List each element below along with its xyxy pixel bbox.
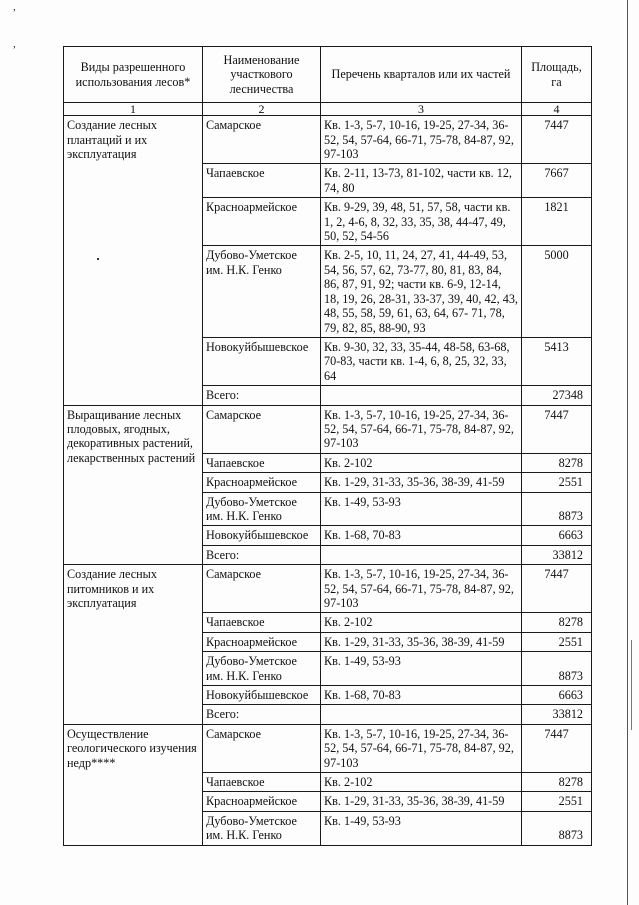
total-area: 27348 xyxy=(522,386,592,405)
forestry-cell: Новокуйбышевское xyxy=(203,337,321,385)
column-number-row xyxy=(64,103,592,116)
quarters-cell: Кв. 1-68, 70-83 xyxy=(321,526,522,545)
quarters-cell: Кв. 2-5, 10, 11, 24, 27, 41, 44-49, 53, 54, 56, 57, 62, 73-77, 80, 81, 83, 84, 86, 87, 91, 92; части кв. 6-9, 12-14, 18, 19, 26, 28-31, 33-37, 39, 40, 42, 43, 48, 55, 58, 59, 61, 63, 64, 67- 71, 78, 79, 82, 85, 88-90, 93 xyxy=(321,246,522,337)
area-cell: 2551 xyxy=(522,473,592,492)
table-row xyxy=(64,565,592,613)
forestry-cell: Чапаевское xyxy=(203,164,321,198)
forestry-cell: Красноармейское xyxy=(203,632,321,651)
quarters-cell: Кв. 1-68, 70-83 xyxy=(321,686,522,705)
forestry-cell: Чапаевское xyxy=(203,773,321,792)
quarters-cell: Кв. 1-29, 31-33, 35-36, 38-39, 41-59 xyxy=(321,473,522,492)
quarters-cell: Кв. 1-3, 5-7, 10-16, 19-25, 27-34, 36-52, 54, 57-64, 66-71, 75-78, 84-87, 92, 97-103 xyxy=(321,405,522,453)
total-label: Всего: xyxy=(203,545,321,564)
area-cell: 7447 xyxy=(522,116,592,164)
area-cell: 7447 xyxy=(522,405,592,453)
table-row xyxy=(64,116,592,164)
quarters-cell: Кв. 9-30, 32, 33, 35-44, 48-58, 63-68, 70-83, части кв. 1-4, 6, 8, 25, 32, 33, 64 xyxy=(321,337,522,385)
area-cell: 5413 xyxy=(522,337,592,385)
quarters-cell: Кв. 2-102 xyxy=(321,453,522,472)
quarters-cell: Кв. 9-29, 39, 48, 51, 57, 58, части кв. 1, 2, 4-6, 8, 32, 33, 35, 38, 44-47, 49, 50, 52, 54-56 xyxy=(321,198,522,246)
column-number: 4 xyxy=(522,103,592,116)
total-quarters-cell xyxy=(321,386,522,405)
total-label: Всего: xyxy=(203,386,321,405)
table-row xyxy=(64,724,592,772)
area-cell: 7447 xyxy=(522,724,592,772)
forestry-cell: Дубово-Уметское им. Н.К. Генко xyxy=(203,492,321,526)
quarters-cell: Кв. 1-49, 53-93 xyxy=(321,652,522,686)
use-type-cell: Создание лесных питомников и их эксплуатация xyxy=(64,565,203,725)
scan-mark: , xyxy=(13,1,16,13)
header-forestry: Наименование участкового лесничества xyxy=(203,47,321,103)
area-cell: 6663 xyxy=(522,686,592,705)
quarters-cell: Кв. 1-3, 5-7, 10-16, 19-25, 27-34, 36-52, 54, 57-64, 66-71, 75-78, 84-87, 92, 97-103 xyxy=(321,565,522,613)
column-number: 3 xyxy=(321,103,522,116)
forestry-cell: Дубово-Уметское им. Н.К. Генко xyxy=(203,246,321,337)
column-number: 1 xyxy=(64,103,203,116)
total-area: 33812 xyxy=(522,545,592,564)
area-cell: 2551 xyxy=(522,632,592,651)
column-number: 2 xyxy=(203,103,321,116)
forestry-cell: Самарское xyxy=(203,724,321,772)
forestry-cell: Самарское xyxy=(203,116,321,164)
table-row xyxy=(64,405,592,453)
forestry-cell: Красноармейское xyxy=(203,473,321,492)
area-cell: 2551 xyxy=(522,792,592,811)
forestry-cell: Самарское xyxy=(203,405,321,453)
forest-use-table xyxy=(63,46,592,846)
quarters-cell: Кв. 2-102 xyxy=(321,613,522,632)
forestry-cell: Новокуйбышевское xyxy=(203,526,321,545)
total-quarters-cell xyxy=(321,545,522,564)
forestry-cell: Самарское xyxy=(203,565,321,613)
quarters-cell: Кв. 1-3, 5-7, 10-16, 19-25, 27-34, 36-52, 54, 57-64, 66-71, 75-78, 84-87, 92, 97-103 xyxy=(321,116,522,164)
area-cell: 8278 xyxy=(522,773,592,792)
forestry-cell: Красноармейское xyxy=(203,198,321,246)
forestry-cell: Дубово-Уметское им. Н.К. Генко xyxy=(203,811,321,845)
area-cell: 7447 xyxy=(522,565,592,613)
use-type-cell: Осуществление геологического изучения недр**** xyxy=(64,724,203,845)
page-edge-line xyxy=(627,0,628,905)
header-area: Площадь, га xyxy=(522,47,592,103)
area-cell: 7667 xyxy=(522,164,592,198)
forestry-cell: Чапаевское xyxy=(203,613,321,632)
area-cell: 1821 xyxy=(522,198,592,246)
quarters-cell: Кв. 1-29, 31-33, 35-36, 38-39, 41-59 xyxy=(321,792,522,811)
header-row xyxy=(64,47,592,103)
use-type-cell: Выращивание лесных плодовых, ягодных, декоративных растений, лекарственных растений xyxy=(64,405,203,565)
quarters-cell: Кв. 2-11, 13-73, 81-102, части кв. 12, 74, 80 xyxy=(321,164,522,198)
use-type-cell xyxy=(64,116,203,405)
header-quarters: Перечень кварталов или их частей xyxy=(321,47,522,103)
total-area: 33812 xyxy=(522,705,592,724)
header-use-type: Виды разрешенного использования лесов* xyxy=(64,47,203,103)
page-edge-line xyxy=(631,640,632,730)
forestry-cell: Чапаевское xyxy=(203,453,321,472)
scan-dot xyxy=(97,258,99,260)
total-quarters-cell xyxy=(321,705,522,724)
forestry-cell: Новокуйбышевское xyxy=(203,686,321,705)
area-cell: 6663 xyxy=(522,526,592,545)
scan-mark: , xyxy=(13,38,16,50)
area-cell: 8873 xyxy=(522,492,592,526)
area-cell: 8873 xyxy=(522,652,592,686)
area-cell: 5000 xyxy=(522,246,592,337)
area-cell: 8278 xyxy=(522,613,592,632)
quarters-cell: Кв. 2-102 xyxy=(321,773,522,792)
total-label: Всего: xyxy=(203,705,321,724)
quarters-cell: Кв. 1-49, 53-93 xyxy=(321,492,522,526)
quarters-cell: Кв. 1-3, 5-7, 10-16, 19-25, 27-34, 36-52, 54, 57-64, 66-71, 75-78, 84-87, 92, 97-103 xyxy=(321,724,522,772)
quarters-cell: Кв. 1-29, 31-33, 35-36, 38-39, 41-59 xyxy=(321,632,522,651)
quarters-cell: Кв. 1-49, 53-93 xyxy=(321,811,522,845)
use-type-label: Создание лесных плантаций и их эксплуатация xyxy=(67,118,157,162)
forestry-cell: Дубово-Уметское им. Н.К. Генко xyxy=(203,652,321,686)
area-cell: 8278 xyxy=(522,453,592,472)
forestry-cell: Красноармейское xyxy=(203,792,321,811)
area-cell: 8873 xyxy=(522,811,592,845)
